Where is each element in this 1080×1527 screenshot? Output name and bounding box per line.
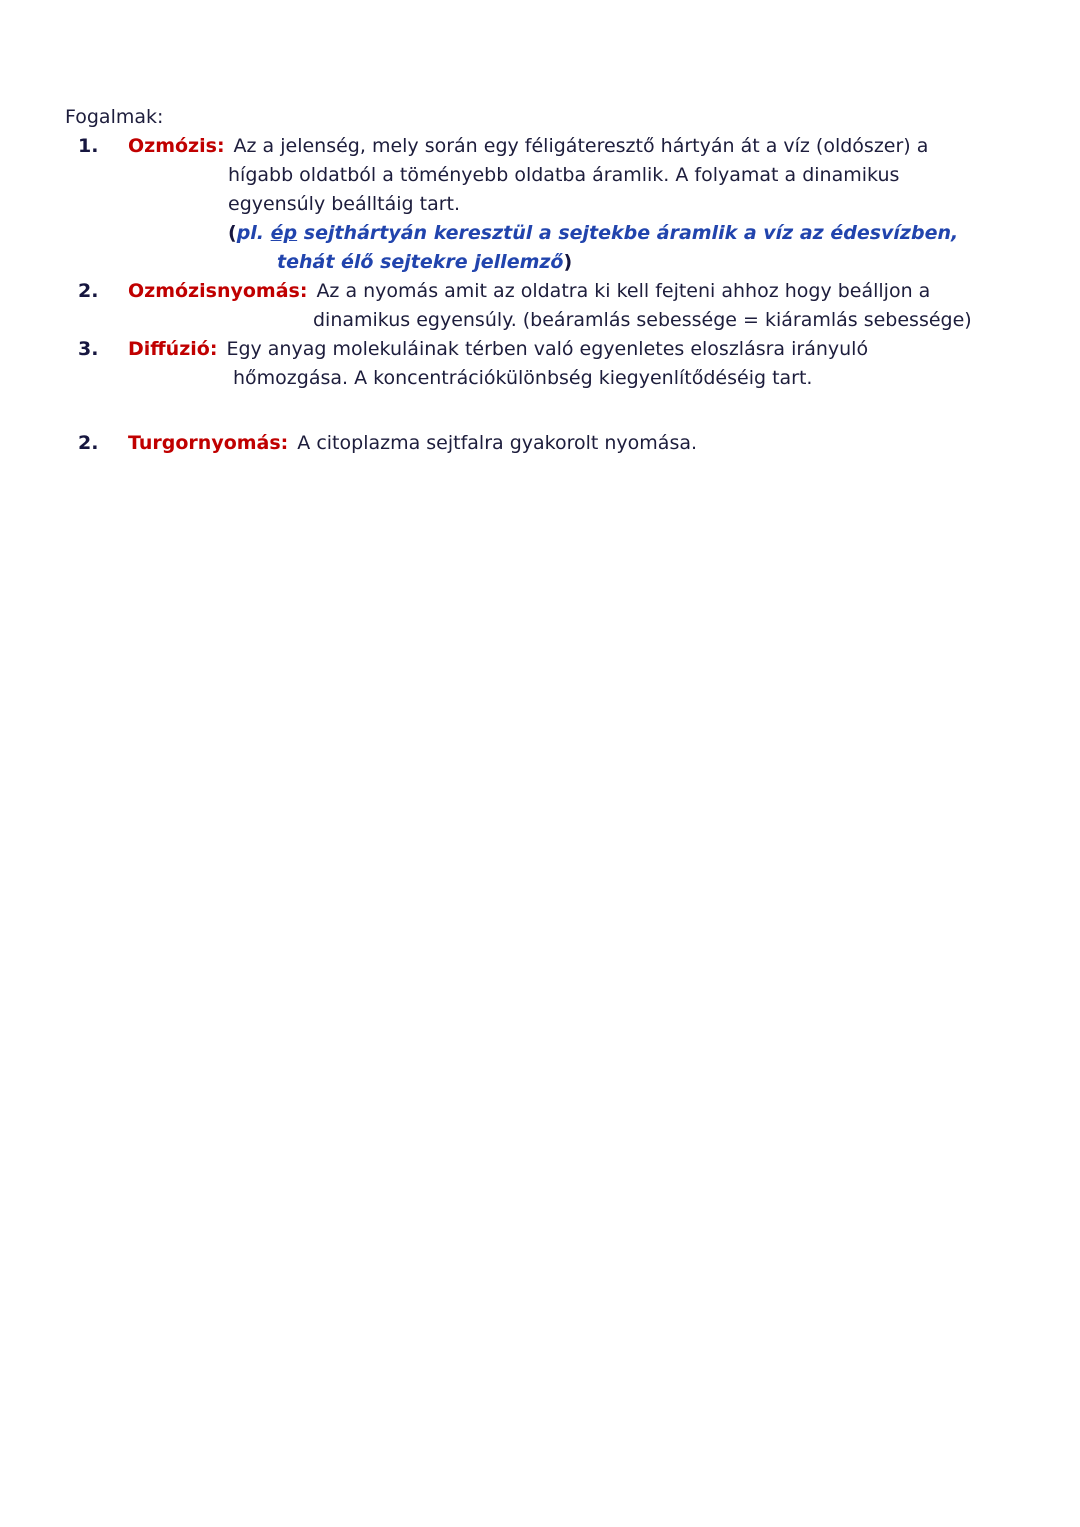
definition-text: hígabb oldatból a töményebb oldatba áramlik. A folyamat a dinamikus [228, 164, 900, 186]
definition-text: hőmozgása. A koncentrációkülönbség kiegyenlítődéséig tart. [233, 367, 813, 389]
note-line [0, 248, 1080, 277]
close-paren: ) [563, 251, 573, 273]
definition-text: Az a jelenség, mely során egy féligáteresztő hártyán át a víz (oldószer) a [233, 135, 929, 157]
list-item-ozmozis [0, 132, 1080, 161]
definition-continuation [0, 190, 1080, 219]
definition-text: egyensúly beálltáig tart. [228, 193, 461, 215]
term-diffuzio: Diffúzió: [128, 338, 218, 360]
note-underlined-word: ép [270, 222, 298, 244]
page-title: Fogalmak: [65, 106, 164, 128]
definition-continuation [0, 306, 1080, 335]
definition-text: Egy anyag molekuláinak térben való egyenletes eloszlásra irányuló [226, 338, 869, 360]
term-ozmozis: Ozmózis: [128, 135, 225, 157]
note-line [0, 219, 1080, 248]
definition-text: dinamikus egyensúly. (beáramlás sebessége = kiáramlás sebessége) [313, 309, 972, 331]
list-item-turgornyomas [0, 429, 1080, 458]
definition-continuation [0, 364, 1080, 393]
definition-text: Az a nyomás amit az oldatra ki kell fejteni ahhoz hogy beálljon a [316, 280, 931, 302]
list-item-ozmozisnyomas [0, 277, 1080, 306]
heading-line [0, 103, 1080, 132]
item-number: 3. [78, 338, 99, 360]
term-turgornyomas: Turgornyomás: [128, 432, 289, 454]
definition-text: A citoplazma sejtfalra gyakorolt nyomása. [297, 432, 698, 454]
note-text: tehát élő sejtekre jellemző [277, 251, 564, 273]
note-text: sejthártyán keresztül a sejtekbe áramlik a víz az édesvízben, [297, 222, 959, 244]
item-number: 2. [78, 432, 99, 454]
item-number: 2. [78, 280, 99, 302]
note-text: pl. [236, 222, 271, 244]
term-ozmozisnyomas: Ozmózisnyomás: [128, 280, 308, 302]
item-number: 1. [78, 135, 99, 157]
open-paren: ( [228, 222, 237, 244]
list-item-diffuzio [0, 335, 1080, 364]
definition-continuation [0, 161, 1080, 190]
